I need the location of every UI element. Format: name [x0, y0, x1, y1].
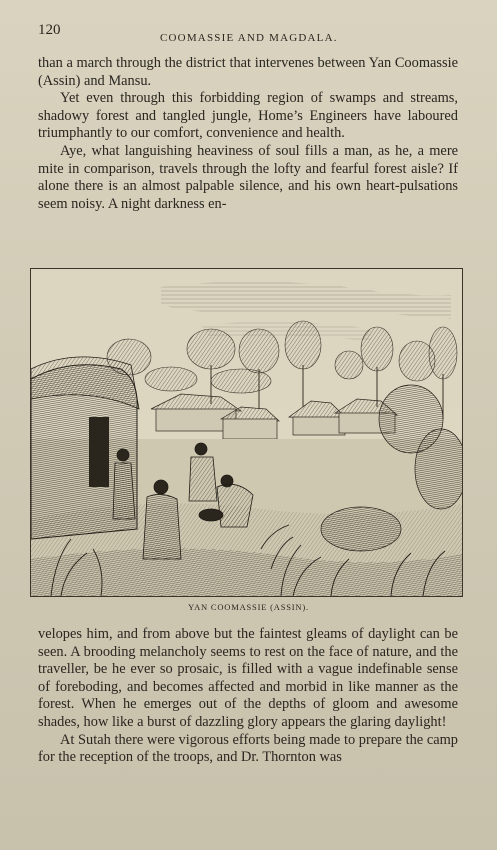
figure-caption: YAN COOMASSIE (ASSIN).: [188, 602, 309, 612]
body-text-top: [38, 55, 458, 213]
body-text-bottom: [38, 626, 458, 767]
village-scene-engraving: [31, 269, 462, 596]
paragraph: than a march through the district that intervenes between Yan Coomassie (Assin) and Mansu.: [38, 55, 458, 89]
page-header: [38, 22, 457, 46]
running-title: COOMASSIE AND MAGDALA.: [160, 32, 338, 44]
paragraph: Yet even through this forbidding region of swamps and streams, shadowy forest and tangled jungle, Home’s Engineers have laboured triumphantly to our comfort, convenience and health.: [38, 90, 458, 142]
engraving-illustration: [30, 268, 463, 597]
paragraph: velopes him, and from above but the faintest gleams of daylight can be seen. A brooding melancholy seems to rest on the face of nature, and the traveller, be he ever so prosaic, is filled with a vague indefinable sense of foreboding, and becomes affected and morbid in like manner as the forest. When he emerges out of the depths of gloom and awesome shades, how like a burst of dazzling glory appears the glaring daylight!: [38, 626, 458, 730]
paragraph: At Sutah there were vigorous efforts being made to prepare the camp for the reception of the troops, and Dr. Thornton was: [38, 731, 458, 766]
paragraph: Aye, what languishing heaviness of soul fills a man, as he, a mere mite in comparison, travels through the lofty and fearful forest aisle? If alone there is an almost palpable silence, and his own heart-pulsations seem noisy. A night darkness en-: [38, 142, 458, 212]
page-number: 120: [38, 22, 61, 38]
